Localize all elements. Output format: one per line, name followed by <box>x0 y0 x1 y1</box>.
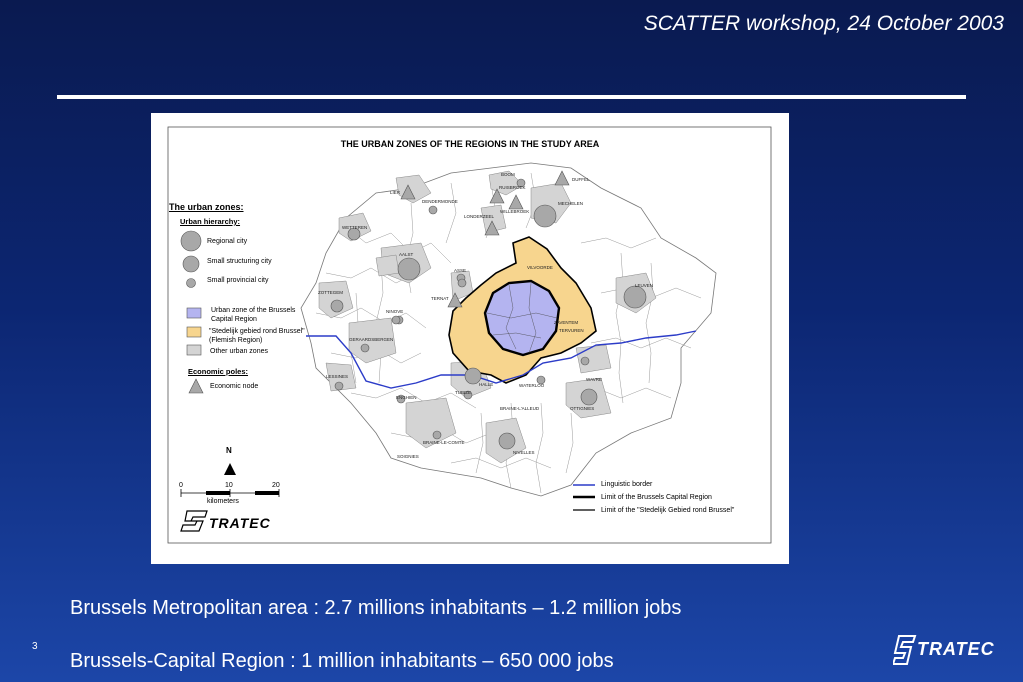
city-label: SOIGNIES <box>397 454 419 459</box>
map-title: THE URBAN ZONES OF THE REGIONS IN THE STUDY AREA <box>340 139 600 149</box>
city-label: BRAINE-LE-COMTE <box>423 440 465 445</box>
city-label: TERVUREN <box>559 328 584 333</box>
scale-tick-20: 20 <box>272 482 280 489</box>
legend-small-structuring-city: Small structuring city <box>207 258 272 265</box>
scale-unit: kilometers <box>207 498 239 505</box>
legend-heading: The urban zones: <box>169 202 244 212</box>
city-label: NINOVE <box>386 309 404 314</box>
city-label: ZOTTEGEM <box>318 290 343 295</box>
city-label: TUBIZE <box>455 390 472 395</box>
city-label: HALLE <box>479 382 494 387</box>
legend-hierarchy-heading: Urban hierarchy: <box>180 217 241 226</box>
legend-linguistic-border: Linguistic border <box>601 481 653 488</box>
city-label: DUFFEL <box>572 177 590 182</box>
city-label: ZAVENTEM <box>554 320 579 325</box>
city-label: ENGHIEN <box>396 395 417 400</box>
slide-title: SCATTER workshop, 24 October 2003 <box>643 12 1004 35</box>
city-label: NIVELLES <box>513 450 535 455</box>
city-label: LESSINES <box>326 374 349 379</box>
legend-zone-other: Other urban zones <box>210 348 268 355</box>
brand-text: TRATEC <box>917 639 995 659</box>
brand-logo <box>893 633 1007 667</box>
scale-tick-0: 0 <box>179 482 183 489</box>
city-label: ASSE <box>454 268 467 273</box>
city-label: LONDERZEEL <box>464 214 495 219</box>
title-divider <box>57 95 966 99</box>
city-label: WAVRE <box>586 377 603 382</box>
legend-poles-heading: Economic poles: <box>188 367 249 376</box>
caption-metropolitan-area: Brussels Metropolitan area : 2.7 millions inhabitants – 1.2 million jobs <box>70 597 682 619</box>
city-label: WATERLOO <box>519 383 545 388</box>
legend-small-provincial-city: Small provincial city <box>207 277 269 284</box>
map-logo: TRATEC <box>209 515 271 531</box>
legend-regional-city: Regional city <box>207 238 248 245</box>
city-label: LIER <box>390 190 401 195</box>
city-label: VILVOORDE <box>527 265 553 270</box>
city-label: DENDERMONDE <box>422 199 458 204</box>
legend-limit-flemish: Limit of the "Stedelijk Gebied rond Brussel" <box>601 507 735 514</box>
city-label: BOOM <box>501 172 515 177</box>
city-label: WETTEREN <box>342 225 368 230</box>
legend-zone-flemish: "Stedelijk gebied rond Brussel" (Flemish Region) <box>209 328 305 344</box>
stratec-s-icon <box>893 634 917 666</box>
north-label: N <box>226 446 232 455</box>
city-label: BRAINE-L'ALLEUD <box>500 406 540 411</box>
slide-number: 3 <box>32 641 38 652</box>
city-label: WILLEBROEK <box>500 209 530 214</box>
scale-tick-10: 10 <box>225 482 233 489</box>
city-label: AALST <box>399 252 414 257</box>
legend-limit-brussels: Limit of the Brussels Capital Region <box>601 494 712 501</box>
legend-economic-node: Economic node <box>210 383 259 390</box>
caption-capital-region: Brussels-Capital Region : 1 million inhabitants – 650 000 jobs <box>70 650 614 672</box>
city-label: OTTIGNIES <box>570 406 595 411</box>
city-label: RUISBROEK <box>499 185 526 190</box>
urban-zones-map <box>151 113 789 564</box>
city-label: TERNAT <box>431 296 449 301</box>
city-label: LEUVEN <box>635 283 654 288</box>
city-label: MECHELEN <box>558 201 584 206</box>
legend-zone-brussels: Urban zone of the Brussels Capital Region <box>211 307 296 323</box>
city-label: GERAARDSBERGEN <box>349 337 394 342</box>
